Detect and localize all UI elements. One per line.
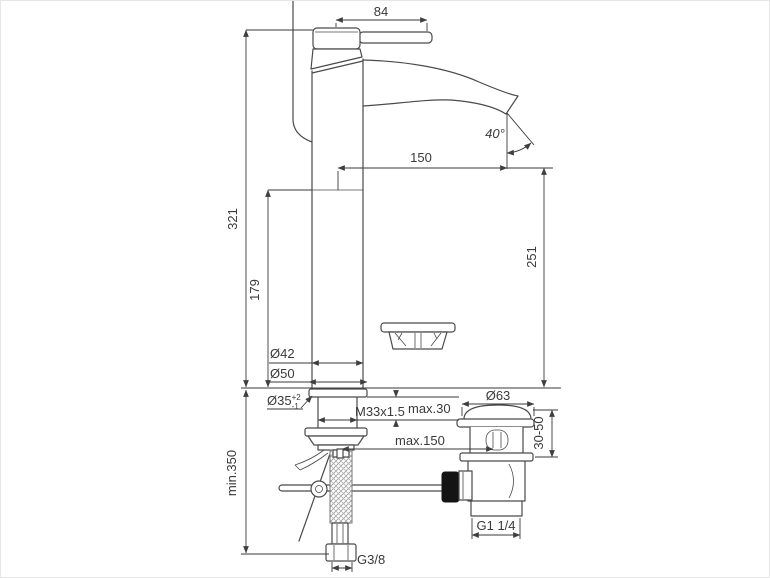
dim-150-label: 150 [410, 150, 432, 165]
dim-hole-diameter [267, 393, 312, 411]
handle-collar [311, 49, 362, 69]
dim-handle-width [336, 4, 427, 31]
dim-g38-label: G3/8 [357, 552, 386, 567]
clamp-skirt [389, 332, 447, 349]
second-hose-end [295, 465, 300, 470]
dim-o35-label: $Ø35^{+2}$ -1 [267, 393, 301, 411]
dim-max150-label: max.150 [395, 433, 445, 448]
dim-m33-label: M33x1.5 [355, 404, 405, 419]
dim-max30-label: max.30 [408, 401, 451, 416]
dim-251-label: 251 [524, 246, 539, 268]
dim-o35-leader-arrow [301, 396, 312, 408]
dim-hose-length [224, 390, 329, 554]
handle-lever [359, 32, 432, 43]
rod-socket [459, 471, 472, 500]
dim-179-label: 179 [247, 279, 262, 301]
dim-spout-height [507, 168, 553, 387]
pop-up-rod [279, 451, 444, 541]
spout-outlet-cut [506, 96, 518, 114]
braided-hose [330, 450, 352, 523]
mounting-hardware [305, 389, 367, 450]
dim-g114-label: G1 1/4 [476, 518, 516, 533]
dim-waste-clamp-range [531, 410, 558, 457]
waste-lower-body [468, 461, 525, 501]
spout-upper-edge [363, 60, 518, 96]
base-flange [309, 389, 367, 397]
dim-waste-thread [472, 518, 520, 539]
horizontal-rod [279, 485, 444, 491]
mounting-nut-flange [305, 428, 367, 436]
spout-lower-edge [363, 100, 506, 114]
dim-3050-label: 30-50 [531, 416, 546, 450]
second-hose-edge-a [295, 450, 324, 465]
dim-o42-label: Ø42 [270, 346, 295, 361]
waste-top-flange [457, 419, 534, 427]
pull-rod-stub [337, 449, 343, 458]
body-left-profile-line [293, 1, 312, 142]
threaded-shank [318, 397, 357, 428]
dim-base-diameter [269, 366, 367, 382]
rod-knob [442, 472, 459, 502]
dim-321-label: 321 [225, 208, 240, 230]
clamp-top-plate [381, 323, 455, 332]
mounting-nut-taper [308, 436, 364, 445]
ball-joint [311, 481, 327, 497]
dim-body-diameter [269, 346, 363, 363]
dim-spout-angle [485, 113, 534, 169]
dim-84-label: 84 [373, 4, 389, 19]
waste-dome-cap [464, 405, 531, 419]
dim-o63-label: Ø63 [485, 388, 511, 403]
dim-40deg-label: 40° [485, 126, 505, 141]
dim-total-height [225, 30, 313, 387]
spout [363, 60, 518, 114]
waste-assembly [442, 405, 534, 516]
dim-o50-label: Ø50 [270, 366, 295, 381]
dim-min350-label: min.350 [224, 449, 239, 497]
hose-hex-nut [326, 544, 356, 561]
waste-body-curve [509, 464, 514, 498]
waste-tailpipe [471, 501, 522, 516]
handle-cap [313, 28, 360, 49]
clamp-washer-part [381, 323, 455, 349]
waste-bottom-flange [460, 453, 533, 461]
dim-g38-extensions [332, 562, 352, 572]
angle-arc [507, 143, 531, 153]
faucet-dimension-diagram [1, 1, 770, 578]
hose-collar [332, 523, 348, 544]
angle-ray [507, 113, 534, 145]
